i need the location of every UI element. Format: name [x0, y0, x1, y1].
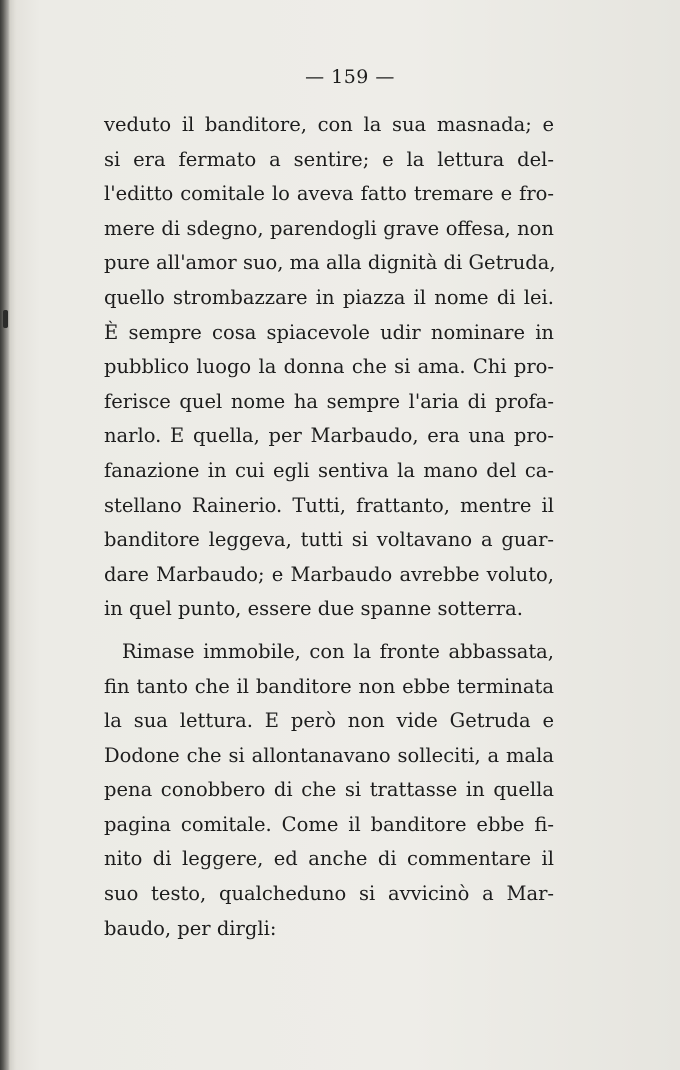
text-line: pagina comitale. Come il banditore ebbe fi- [104, 812, 554, 836]
body-text [104, 108, 554, 946]
text-line: fanazione in cui egli sentiva la mano del ca- [104, 458, 554, 482]
paragraph-1 [104, 108, 554, 627]
text-line: Rimase immobile, con la fronte abbassata, [122, 639, 554, 663]
binding-mark [3, 310, 8, 328]
text-line: suo testo, qualcheduno si avvicinò a Mar- [104, 882, 554, 906]
page-number: — 159 — [305, 66, 395, 88]
text-line: È sempre cosa spiacevole udir nominare in [104, 320, 554, 344]
text-line: dare Marbaudo; e Marbaudo avrebbe voluto, [104, 562, 554, 586]
text-line: veduto il banditore, con la sua masnada; e [104, 113, 554, 136]
text-line: in quel punto, essere due spanne sotterra. [104, 597, 523, 621]
text-line: pure all'amor suo, ma alla dignità di Getruda, [104, 251, 556, 275]
text-line: baudo, per dirgli: [104, 916, 277, 940]
text-line: si era fermato a sentire; e la lettura del- [104, 147, 554, 171]
text-line: la sua lettura. E però non vide Getruda e [104, 709, 554, 733]
text-line: narlo. E quella, per Marbaudo, era una pro- [104, 424, 554, 448]
text-line: fin tanto che il banditore non ebbe terminata [104, 674, 554, 698]
text-line: l'editto comitale lo aveva fatto tremare e fro- [104, 182, 554, 206]
paragraph-2 [104, 635, 554, 946]
text-line: nito di leggere, ed anche di commentare il [104, 847, 554, 871]
book-spine-shadow [0, 0, 10, 1070]
text-line: banditore leggeva, tutti si voltavano a guar- [104, 528, 554, 552]
text-line: stellano Rainerio. Tutti, frattanto, mentre il [104, 493, 554, 517]
text-line: pena conobbero di che si trattasse in quella [104, 778, 554, 802]
text-line: quello strombazzare in piazza il nome di lei. [104, 285, 554, 309]
text-line: Dodone che si allontanavano solleciti, a mala [104, 743, 554, 767]
text-line: mere di sdegno, parendogli grave offesa, non [104, 216, 554, 240]
text-line: ferisce quel nome ha sempre l'aria di profa- [104, 389, 554, 413]
text-line: pubblico luogo la donna che si ama. Chi pro- [104, 355, 554, 379]
